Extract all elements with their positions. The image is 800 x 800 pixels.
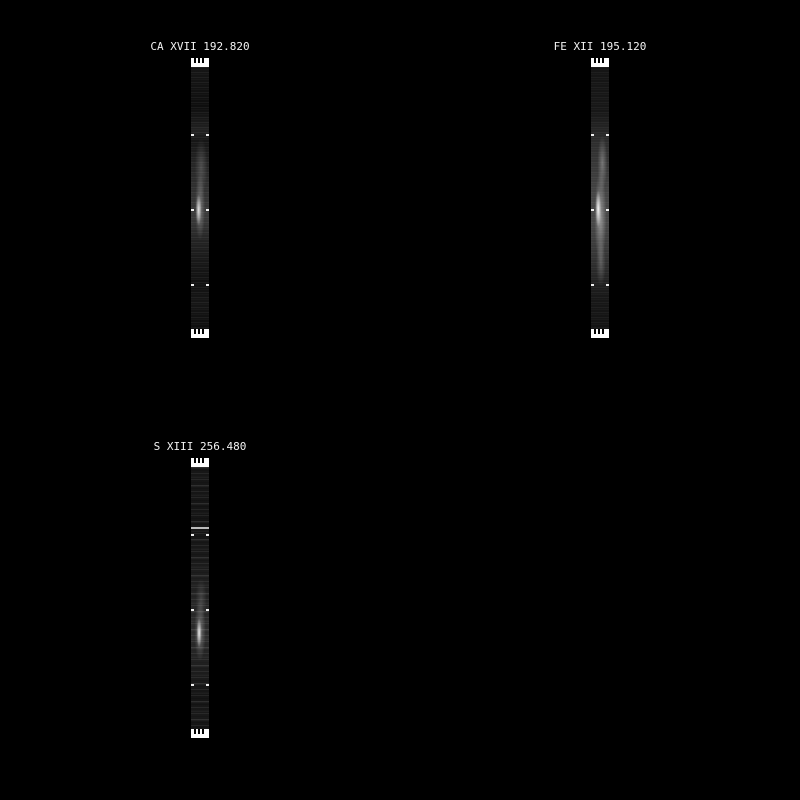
y-axis-tick <box>606 209 609 211</box>
y-axis-tick <box>591 209 594 211</box>
x-axis-tick <box>594 58 596 63</box>
x-axis-tick <box>198 329 200 334</box>
slit-intensity-image <box>191 67 209 329</box>
slit-intensity-image <box>191 467 209 729</box>
y-axis-tick <box>191 684 194 686</box>
x-axis-tick <box>198 58 200 63</box>
x-axis-tick <box>598 58 600 63</box>
x-axis-tick <box>198 458 200 463</box>
x-axis-top <box>191 458 209 467</box>
slit-image-plot <box>191 58 209 338</box>
x-axis-tick <box>598 329 600 334</box>
x-axis-top <box>191 58 209 67</box>
x-axis-tick <box>202 458 204 463</box>
y-axis-tick <box>206 609 209 611</box>
spectral-line-panel-ca-xvii <box>140 41 260 338</box>
x-axis-tick <box>602 58 604 63</box>
y-axis-tick <box>591 284 594 286</box>
line-title: FE XII 195.120 <box>553 40 647 53</box>
slit-image-plot <box>191 458 209 738</box>
x-axis-bottom <box>191 329 209 338</box>
x-axis-tick <box>198 729 200 734</box>
x-axis-tick <box>194 729 196 734</box>
spectral-line-panel-fe-xii <box>540 41 660 338</box>
x-axis-bottom <box>191 729 209 738</box>
x-axis-tick <box>194 458 196 463</box>
line-title: S XIII 256.480 <box>153 440 247 453</box>
y-axis-tick <box>206 284 209 286</box>
x-axis-top <box>591 58 609 67</box>
y-axis-tick <box>206 534 209 536</box>
y-axis-tick <box>191 134 194 136</box>
slit-intensity-image <box>591 67 609 329</box>
x-axis-tick <box>202 58 204 63</box>
line-title: CA XVII 192.820 <box>150 40 250 53</box>
x-axis-tick <box>194 58 196 63</box>
x-axis-tick <box>202 329 204 334</box>
spectral-line-panel-s-xiii <box>140 441 260 738</box>
y-axis-tick <box>206 209 209 211</box>
x-axis-tick <box>202 729 204 734</box>
y-axis-tick <box>191 609 194 611</box>
y-axis-tick <box>191 534 194 536</box>
x-axis-tick <box>594 329 596 334</box>
bright-emission-row <box>191 527 209 529</box>
y-axis-tick <box>206 684 209 686</box>
x-axis-tick <box>194 329 196 334</box>
y-axis-tick <box>591 134 594 136</box>
y-axis-tick <box>191 284 194 286</box>
y-axis-tick <box>606 284 609 286</box>
y-axis-tick <box>606 134 609 136</box>
x-axis-bottom <box>591 329 609 338</box>
slit-image-plot <box>591 58 609 338</box>
y-axis-tick <box>206 134 209 136</box>
x-axis-tick <box>602 329 604 334</box>
y-axis-tick <box>191 209 194 211</box>
